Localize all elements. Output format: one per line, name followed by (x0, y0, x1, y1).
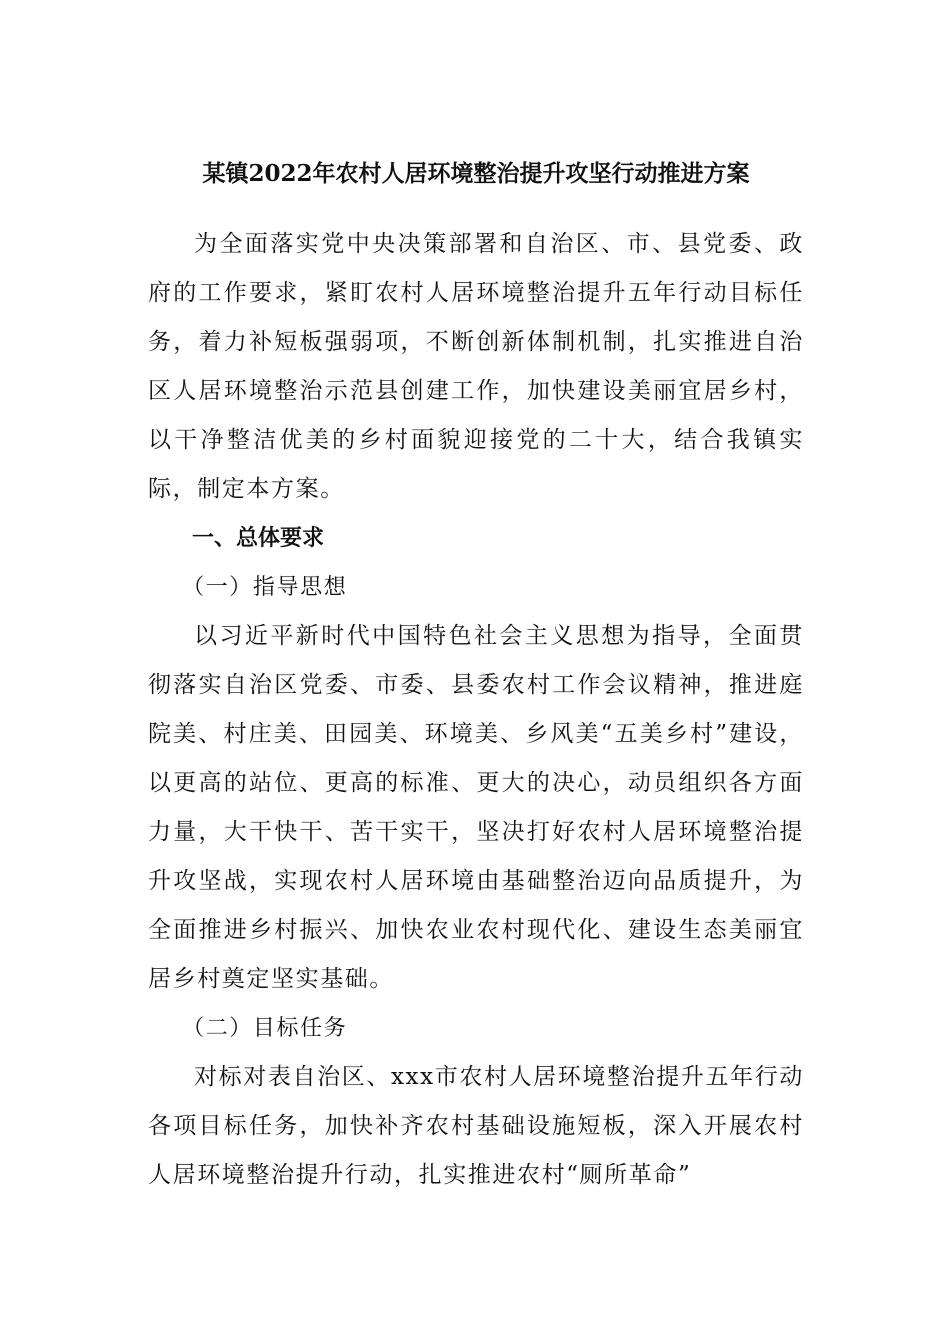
subsection-heading-guiding-ideology: （一）指导思想 (182, 575, 348, 600)
subsection-heading-goals-tasks: （二）目标任务 (182, 1016, 348, 1041)
goals-tasks-paragraph: 对标对表自治区、xxx市农村人居环境整治提升五年行动各项目标任务，加快补齐农村基础设施短板，深入开展农村人居环境整治提升行动，扎实推进农村“厕所革命” (148, 1064, 804, 1188)
document-title: 某镇2022年农村人居环境整治提升攻坚行动推进方案 (202, 160, 750, 187)
document-page (148, 150, 804, 1200)
guiding-ideology-paragraph: 以习近平新时代中国特色社会主义思想为指导，全面贯彻落实自治区党委、市委、县委农村工作会议精神，推进庭院美、村庄美、田园美、环境美、乡风美“五美乡村”建设，以更高的站位、更高的标准、更大的决心，动员组织各方面力量，大干快干、苦干实干，坚决打好农村人居环境整治提升攻坚战，实现农村人居环境由基础整治迈向品质提升，为全面推进乡村振兴、加快农业农村现代化、建设生态美丽宜居乡村奠定坚实基础。 (148, 623, 804, 992)
intro-paragraph: 为全面落实党中央决策部署和自治区、市、县党委、政府的工作要求，紧盯农村人居环境整治提升五年行动目标任务，着力补短板强弱项，不断创新体制机制，扎实推进自治区人居环境整治示范县创建工作，加快建设美丽宜居乡村，以干净整洁优美的乡村面貌迎接党的二十大，结合我镇实际，制定本方案。 (148, 231, 804, 502)
section-heading-overall-requirements: 一、总体要求 (192, 526, 325, 551)
